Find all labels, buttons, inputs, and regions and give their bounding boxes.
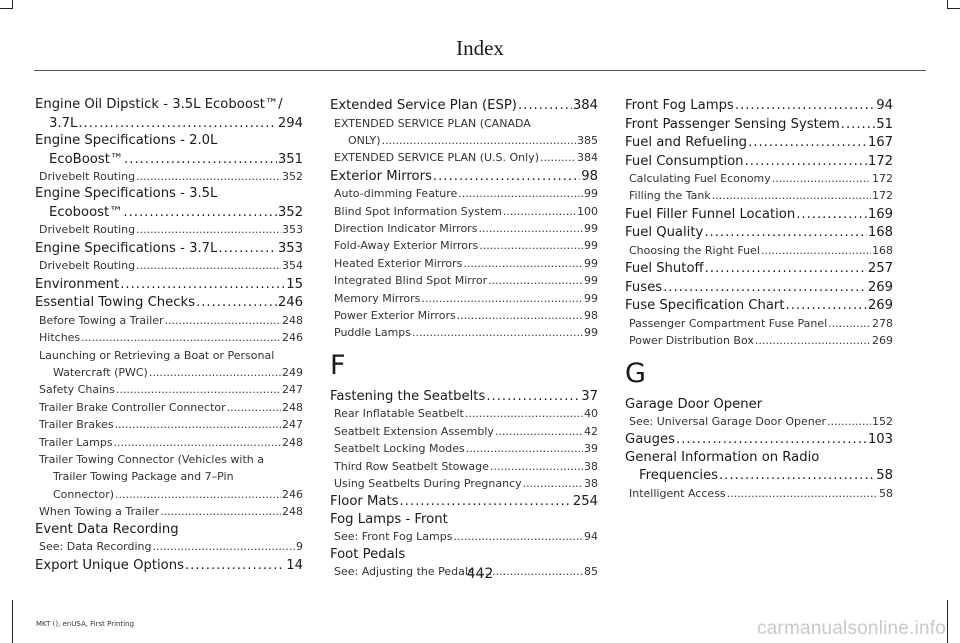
entry-label: Front Passenger Sensing System — [625, 116, 840, 132]
entry-page-number: 278 — [872, 316, 893, 330]
dot-leader — [160, 503, 281, 520]
entry-label: Ecoboost™ — [49, 204, 123, 220]
dot-leader — [761, 242, 871, 259]
entry-label: Environment — [35, 276, 120, 292]
dot-leader — [196, 294, 277, 312]
entry-label: Frequencies — [639, 468, 718, 484]
entry-label: Seatbelt Extension Assembly — [334, 424, 494, 438]
entry-page-number: 172 — [872, 172, 893, 185]
index-subentry — [35, 168, 303, 185]
dot-leader — [153, 538, 296, 555]
dot-leader — [81, 329, 281, 346]
entry-page-number: 257 — [867, 261, 893, 277]
entry-label: Power Distribution Box — [629, 334, 754, 348]
entry-page-number: 169 — [867, 206, 893, 222]
index-subentry — [35, 257, 303, 274]
entry-label: Rear Inflatable Seatbelt — [334, 407, 464, 421]
index-subentry — [330, 440, 598, 457]
entry-label: Hitches — [39, 331, 81, 345]
entry-label: ONLY) — [348, 133, 381, 147]
dot-leader — [518, 97, 572, 115]
entry-label: Fuel Filler Funnel Location — [625, 206, 796, 222]
index-subentry — [625, 413, 893, 430]
entry-page-number: 168 — [867, 225, 893, 241]
entry-label: See: Universal Garage Door Opener — [629, 415, 827, 429]
dot-leader — [827, 413, 871, 430]
index-entry — [625, 431, 893, 449]
index-heading-text: Event Data Recording — [35, 521, 179, 537]
entry-page-number: 254 — [572, 494, 598, 510]
dot-leader — [705, 260, 867, 278]
entry-page-number: 172 — [872, 189, 893, 203]
dot-leader — [466, 440, 583, 457]
index-subentry — [625, 187, 893, 204]
dot-leader — [116, 381, 281, 398]
dot-leader — [523, 475, 583, 492]
entry-page-number: 152 — [872, 415, 893, 429]
entry-page-number: 100 — [577, 204, 598, 218]
index-subentry — [330, 203, 598, 220]
entry-label: Filling the Tank — [629, 189, 711, 203]
index-heading-text: General Information on Radio — [625, 449, 820, 465]
entry-label: Integrated Blind Spot Mirror — [334, 274, 488, 288]
index-heading-text: Trailer Towing Connector (Vehicles with a — [39, 452, 265, 466]
page-title: Index — [456, 36, 504, 60]
entry-label: Using Seatbelts During Pregnancy — [334, 477, 522, 490]
index-subentry — [330, 307, 598, 324]
entry-label: Trailer Brakes — [39, 418, 114, 432]
entry-page-number: 14 — [286, 557, 303, 573]
entry-page-number: 99 — [584, 326, 598, 340]
entry-page-number: 94 — [876, 98, 893, 113]
crop-mark-top-left-v — [12, 0, 13, 9]
entry-label: Fuel and Refueling — [625, 135, 748, 150]
dot-leader — [457, 307, 583, 324]
entry-label: Fuse Specification Chart — [625, 298, 785, 314]
entry-page-number: 99 — [584, 291, 598, 305]
section-letter: G — [625, 357, 646, 389]
dot-leader — [114, 434, 281, 451]
entry-label: Essential Towing Checks — [35, 295, 196, 311]
crop-mark-bottom-right-v — [947, 600, 948, 643]
entry-label: Choosing the Right Fuel — [629, 243, 760, 257]
index-column-1 — [35, 96, 303, 574]
index-heading-text: EXTENDED SERVICE PLAN (CANADA — [334, 116, 531, 130]
entry-label: See: Adjusting the Pedals — [334, 565, 474, 579]
index-subentry — [35, 399, 303, 416]
entry-label: Drivebelt Routing — [39, 223, 136, 237]
index-entry — [625, 97, 893, 115]
index-entry — [625, 153, 893, 171]
dot-leader — [433, 168, 580, 186]
index-column-3 — [625, 96, 893, 502]
entry-label: Extended Service Plan (ESP) — [330, 98, 517, 113]
entry-label: Exterior Mirrors — [330, 168, 432, 184]
entry-label: Front Fog Lamps — [625, 98, 734, 113]
entry-page-number: 98 — [584, 309, 598, 323]
footer-printing-info: MKT (), enUSA, First Printing — [36, 620, 135, 628]
index-subentry — [625, 485, 893, 502]
entry-page-number: 38 — [584, 459, 598, 473]
entry-page-number: 58 — [879, 486, 893, 500]
entry-page-number: 98 — [581, 168, 598, 184]
page-number: 442 — [466, 566, 494, 582]
index-heading-text: Engine Specifications - 3.5L — [35, 186, 218, 202]
entry-label: See: Front Fog Lamps — [334, 530, 453, 544]
dot-leader — [755, 332, 871, 349]
entry-label: Drivebelt Routing — [39, 259, 136, 273]
index-subentry — [625, 170, 893, 187]
entry-label: Fastening the Seatbelts — [330, 388, 486, 404]
index-heading-text: Launching or Retrieving a Boat or Personal — [39, 348, 275, 362]
entry-page-number: 85 — [584, 565, 598, 579]
dot-leader — [421, 290, 583, 307]
entry-label: EXTENDED SERVICE PLAN (U.S. Only) — [334, 151, 540, 165]
index-heading-text: Fog Lamps - Front — [330, 511, 448, 527]
entry-page-number: 353 — [282, 223, 303, 237]
index-entry — [330, 388, 598, 406]
crop-mark-bottom-left-v — [12, 600, 13, 643]
dot-leader — [704, 224, 867, 242]
dot-leader — [796, 206, 867, 224]
entry-label: Fuel Quality — [625, 225, 704, 241]
entry-page-number: 248 — [282, 400, 303, 414]
dot-leader — [136, 257, 281, 274]
index-subentry — [625, 332, 893, 349]
index-entry — [625, 224, 893, 242]
entry-label: Auto-dimming Feature — [334, 187, 458, 201]
dot-leader — [495, 423, 583, 440]
entry-page-number: 40 — [584, 407, 598, 421]
entry-page-number: 352 — [277, 204, 303, 220]
index-subentry — [330, 272, 598, 289]
index-entry — [625, 134, 893, 152]
entry-page-number: 246 — [282, 331, 303, 345]
index-subentry — [330, 528, 598, 545]
index-entry — [330, 493, 598, 511]
dot-leader — [149, 364, 281, 381]
entry-label: Intelligent Access — [629, 486, 726, 500]
crop-mark-top-right-v — [947, 0, 948, 9]
entry-label: See: Data Recording — [39, 540, 152, 554]
entry-label: When Towing a Trailer — [39, 505, 160, 519]
entry-label: Puddle Lamps — [334, 326, 411, 340]
dot-leader — [748, 134, 867, 152]
entry-label: Third Row Seatbelt Stowage — [334, 459, 489, 473]
entry-label: Trailer Brake Controller Connector — [39, 400, 226, 414]
entry-page-number: 99 — [584, 222, 598, 236]
dot-leader — [745, 153, 867, 171]
entry-page-number: 248 — [282, 505, 303, 519]
dot-leader — [786, 297, 867, 315]
index-subentry — [330, 324, 598, 341]
index-subentry — [330, 475, 598, 492]
index-heading-text: Garage Door Opener — [625, 396, 763, 412]
dot-leader — [676, 431, 867, 449]
index-entry — [330, 97, 598, 115]
entry-page-number: 384 — [572, 98, 598, 113]
entry-label: Blind Spot Information System — [334, 204, 502, 218]
index-subentry — [625, 315, 893, 332]
entry-page-number: 58 — [876, 468, 893, 484]
index-entry — [35, 240, 303, 258]
dot-leader — [727, 485, 878, 502]
entry-page-number: 247 — [282, 383, 303, 397]
crop-mark-top-right-h — [948, 8, 960, 9]
index-subentry — [35, 329, 303, 346]
index-subentry — [35, 503, 303, 520]
entry-page-number: 269 — [872, 334, 893, 348]
entry-page-number: 15 — [286, 276, 303, 292]
entry-page-number: 385 — [577, 133, 598, 147]
entry-page-number: 51 — [876, 116, 893, 132]
dot-leader — [115, 486, 281, 503]
header-divider — [34, 70, 926, 71]
index-subentry — [35, 538, 303, 555]
index-subentry — [330, 255, 598, 272]
index-subentry — [330, 290, 598, 307]
crop-mark-top-left-h — [0, 8, 12, 9]
entry-page-number: 352 — [282, 170, 303, 183]
index-entry — [625, 297, 893, 315]
dot-leader — [463, 255, 583, 272]
dot-leader — [540, 149, 576, 166]
dot-leader — [453, 528, 583, 545]
index-subentry — [330, 423, 598, 440]
dot-leader — [712, 187, 871, 204]
dot-leader — [735, 97, 875, 115]
entry-label: Drivebelt Routing — [39, 170, 136, 183]
index-entry — [625, 206, 893, 224]
dot-leader — [227, 399, 281, 416]
index-subentry — [35, 221, 303, 238]
entry-page-number: 103 — [867, 432, 893, 448]
dot-leader — [488, 272, 583, 289]
entry-label: Engine Specifications - 3.7L — [35, 240, 218, 256]
index-subentry — [330, 132, 598, 149]
entry-label: Watercraft (PWC) — [53, 365, 148, 379]
entry-page-number: 9 — [296, 540, 303, 554]
index-entry — [35, 115, 303, 133]
entry-page-number: 353 — [277, 240, 303, 256]
entry-page-number: 269 — [867, 279, 893, 295]
entry-page-number: 246 — [277, 295, 303, 311]
dot-leader — [400, 493, 572, 511]
entry-page-number: 172 — [867, 153, 893, 169]
entry-label: Calculating Fuel Economy — [629, 172, 771, 185]
index-subentry — [35, 381, 303, 398]
index-entry — [35, 151, 303, 169]
index-subentry — [35, 416, 303, 433]
index-entry — [35, 204, 303, 222]
entry-label: Trailer Lamps — [39, 435, 113, 449]
index-subentry — [35, 312, 303, 329]
index-entry — [625, 116, 893, 134]
index-column-2 — [330, 96, 598, 581]
entry-page-number: 246 — [282, 487, 303, 501]
dot-leader — [218, 240, 276, 258]
entry-label: 3.7L — [49, 115, 78, 131]
index-entry — [35, 294, 303, 312]
entry-page-number: 354 — [282, 259, 303, 273]
entry-label: Power Exterior Mirrors — [334, 309, 456, 323]
index-heading-text: Engine Oil Dipstick - 3.5L Ecoboost™/ — [35, 97, 283, 112]
dot-leader — [478, 220, 583, 237]
dot-leader — [503, 203, 576, 220]
index-entry — [625, 279, 893, 297]
dot-leader — [136, 168, 281, 185]
entry-page-number: 99 — [584, 187, 598, 201]
entry-label: Safety Chains — [39, 383, 115, 397]
entry-page-number: 39 — [584, 442, 598, 456]
entry-page-number: 249 — [282, 365, 303, 379]
entry-page-number: 384 — [577, 151, 598, 165]
entry-page-number: 269 — [867, 298, 893, 314]
entry-label: Memory Mirrors — [334, 291, 421, 305]
entry-page-number: 247 — [282, 418, 303, 432]
dot-leader — [490, 458, 583, 475]
entry-page-number: 294 — [277, 115, 303, 131]
dot-leader — [123, 204, 276, 222]
entry-label: Fuel Consumption — [625, 153, 744, 169]
dot-leader — [115, 416, 281, 433]
entry-page-number: 167 — [867, 135, 893, 150]
dot-leader — [124, 151, 277, 169]
dot-leader — [120, 276, 285, 294]
index-subentry — [330, 149, 598, 166]
entry-page-number: 99 — [584, 239, 598, 253]
dot-leader — [486, 388, 580, 406]
index-entry — [625, 260, 893, 278]
index-subentry — [330, 220, 598, 237]
entry-label: Fuel Shutoff — [625, 261, 704, 277]
entry-page-number: 37 — [581, 388, 598, 404]
index-subentry — [330, 458, 598, 475]
dot-leader — [663, 279, 867, 297]
entry-label: Before Towing a Trailer — [39, 313, 164, 327]
dot-leader — [382, 132, 576, 149]
index-subentry — [330, 405, 598, 422]
index-heading-text: Foot Pedals — [330, 546, 406, 562]
entry-label: EcoBoost™ — [49, 151, 124, 167]
index-heading-text: Trailer Towing Package and 7–Pin — [53, 470, 234, 484]
index-subentry — [330, 237, 598, 254]
entry-page-number: 248 — [282, 435, 303, 449]
entry-page-number: 351 — [277, 151, 303, 167]
entry-page-number: 94 — [584, 530, 598, 544]
dot-leader — [841, 116, 875, 134]
index-subentry — [35, 434, 303, 451]
dot-leader — [772, 170, 871, 187]
entry-label: Seatbelt Locking Modes — [334, 442, 465, 456]
section-letter: F — [330, 349, 346, 381]
index-subentry — [35, 364, 303, 381]
index-heading-text: Engine Specifications - 2.0L — [35, 133, 218, 148]
dot-leader — [136, 221, 281, 238]
dot-leader — [412, 324, 583, 341]
dot-leader — [165, 312, 281, 329]
dot-leader — [78, 115, 277, 133]
entry-label: Direction Indicator Mirrors — [334, 222, 478, 236]
entry-label: Export Unique Options — [35, 557, 184, 573]
index-subentry — [330, 185, 598, 202]
entry-label: Floor Mats — [330, 494, 399, 510]
entry-page-number: 38 — [584, 477, 598, 490]
entry-label: Fold-Away Exterior Mirrors — [334, 239, 479, 253]
index-entry — [625, 467, 893, 485]
entry-page-number: 168 — [872, 243, 893, 257]
index-entry — [330, 168, 598, 186]
entry-label: Heated Exterior Mirrors — [334, 256, 463, 270]
entry-page-number: 248 — [282, 313, 303, 327]
index-entry — [35, 276, 303, 294]
dot-leader — [479, 237, 583, 254]
entry-label: Gauges — [625, 432, 676, 448]
entry-page-number: 42 — [584, 424, 598, 438]
index-subentry — [35, 486, 303, 503]
dot-leader — [465, 405, 583, 422]
dot-leader — [828, 315, 871, 332]
dot-leader — [719, 467, 875, 485]
entry-page-number: 99 — [584, 274, 598, 288]
entry-page-number: 99 — [584, 256, 598, 270]
watermark-logo: carmanualsonline.info — [756, 618, 946, 639]
index-subentry — [625, 242, 893, 259]
entry-label: Fuses — [625, 279, 663, 295]
entry-label: Connector) — [53, 487, 115, 501]
dot-leader — [458, 185, 583, 202]
entry-label: Passenger Compartment Fuse Panel — [629, 316, 828, 330]
